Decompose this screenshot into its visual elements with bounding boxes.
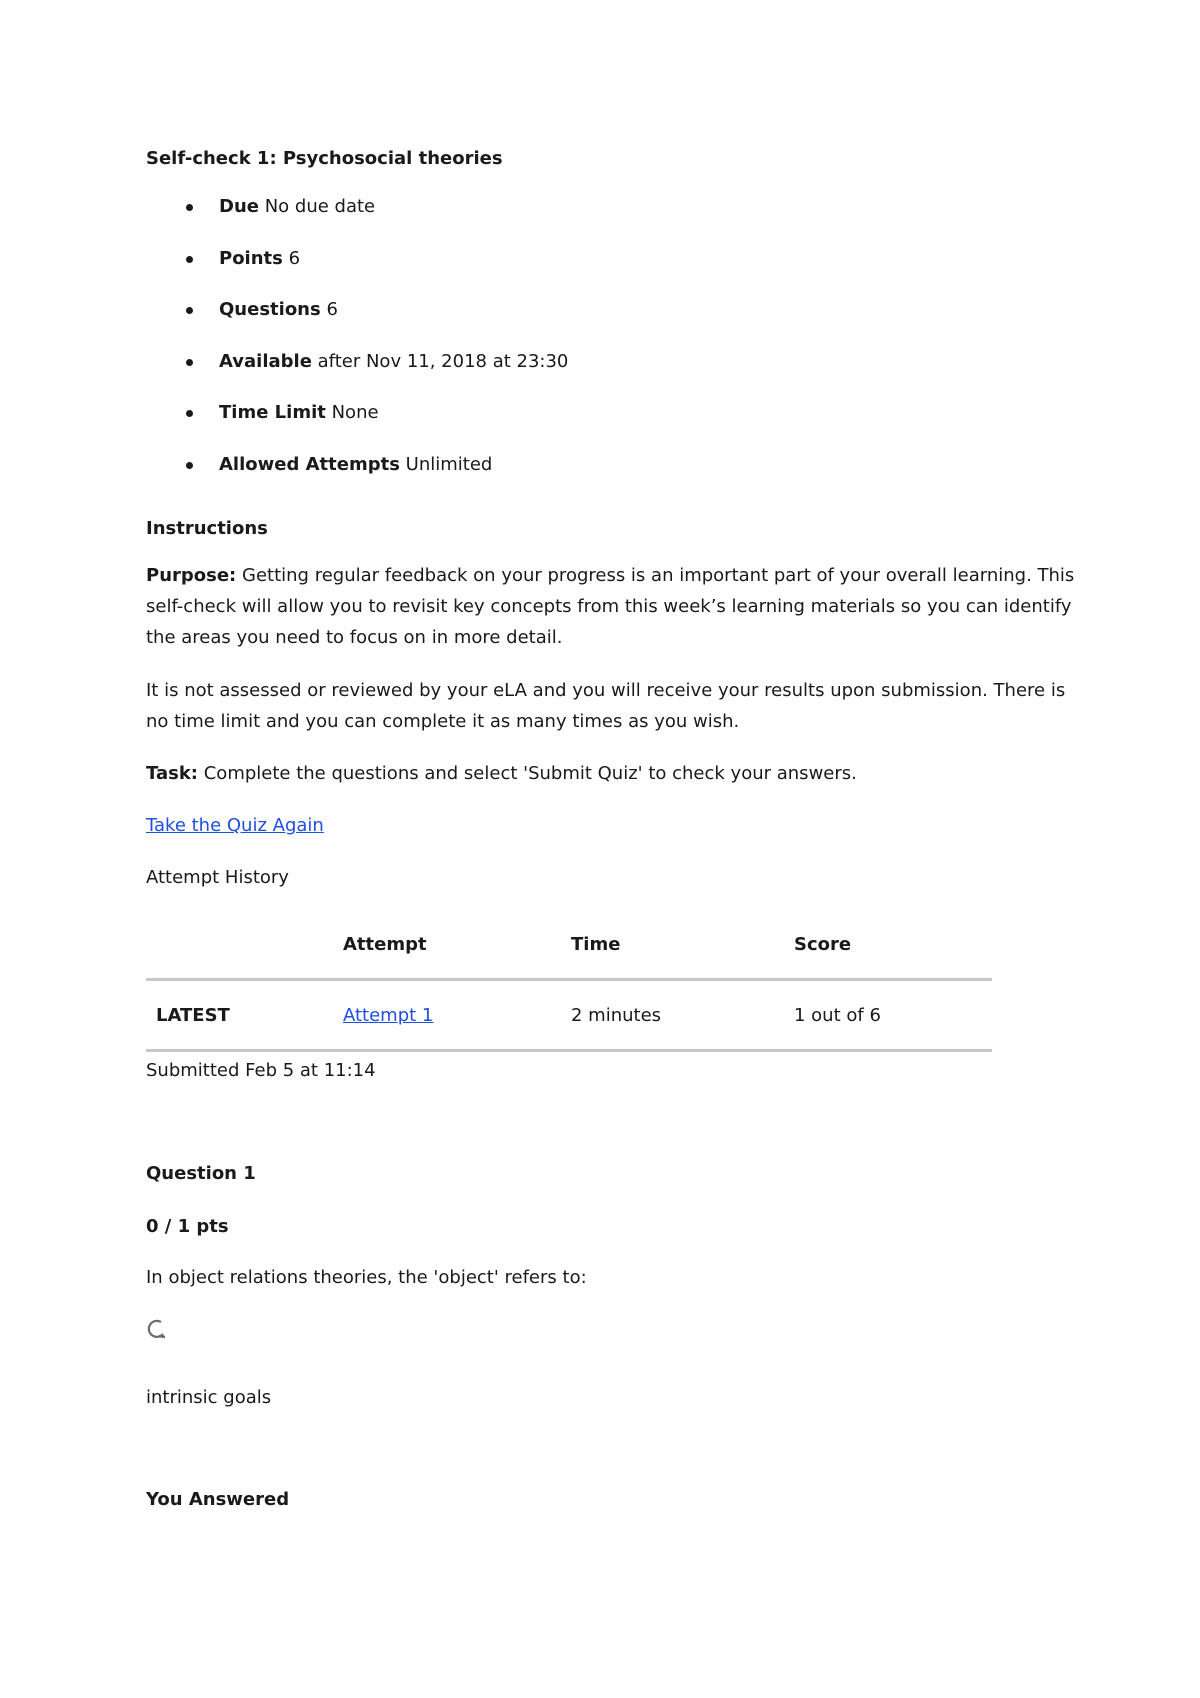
submitted-timestamp: Submitted Feb 5 at 11:14: [146, 1060, 376, 1081]
purpose-paragraph: [146, 560, 1076, 653]
take-quiz-again-link[interactable]: Take the Quiz Again: [146, 815, 324, 836]
task-text: Complete the questions and select 'Submit Quiz' to check your answers.: [203, 763, 857, 784]
answer-status-label: You Answered: [146, 1489, 290, 1510]
detail-label: Questions: [219, 299, 321, 321]
bullet-icon: [186, 307, 193, 314]
task-label: Task:: [146, 763, 198, 784]
retake-link-wrap: [146, 810, 1076, 841]
attempt-history-heading: Attempt History: [146, 867, 289, 888]
detail-label: Allowed Attempts: [219, 453, 400, 475]
purpose-text: Getting regular feedback on your progress is an important part of your overall learning. This self-check will allow you to revisit key concepts from this week’s learning materials so you can identify the areas you need to focus on in more detail.: [146, 565, 1075, 648]
detail-value: 6: [326, 299, 338, 321]
bullet-icon: [186, 462, 193, 469]
detail-points: [146, 248, 568, 300]
column-header-attempt: Attempt: [343, 910, 571, 980]
detail-label: Time Limit: [219, 402, 326, 424]
detail-label: Available: [219, 350, 312, 372]
score-cell: 1 out of 6: [794, 980, 992, 1051]
detail-available: [146, 351, 568, 403]
attempt-1-link[interactable]: Attempt 1: [343, 1004, 434, 1026]
time-cell: 2 minutes: [571, 980, 794, 1051]
quiz-title: Self-check 1: Psychosocial theories: [146, 148, 503, 169]
assessment-paragraph: It is not assessed or reviewed by your eLA and you will receive your results upon submission. There is no time limit and you can complete it as many times as you wish.: [146, 680, 1066, 732]
detail-value: 6: [288, 247, 301, 269]
question-prompt: In object relations theories, the 'object' refers to:: [146, 1267, 587, 1288]
detail-allowed-attempts: [146, 454, 568, 506]
detail-due: [146, 196, 568, 248]
task-paragraph: [146, 758, 1076, 789]
question-title: Question 1: [146, 1163, 256, 1184]
attempt-cell: [343, 980, 571, 1051]
detail-questions: [146, 299, 568, 351]
bullet-icon: [186, 359, 193, 366]
bullet-icon: [186, 410, 193, 417]
question-points: 0 / 1 pts: [146, 1216, 229, 1237]
detail-value: Unlimited: [405, 453, 493, 475]
column-header-blank: [146, 910, 343, 980]
detail-label: Due: [219, 196, 259, 217]
detail-value: No due date: [264, 196, 376, 217]
bullet-icon: [186, 256, 193, 263]
detail-value: after Nov 11, 2018 at 23:30: [317, 350, 569, 372]
table-header-row: [146, 910, 992, 980]
answer-option-text: intrinsic goals: [146, 1387, 272, 1408]
quiz-details-list: [146, 196, 568, 506]
bullet-icon: [186, 204, 193, 211]
instructions-heading: Instructions: [146, 518, 268, 539]
purpose-label: Purpose:: [146, 565, 237, 586]
attempt-history-table: [146, 910, 992, 1052]
radio-icon: [146, 1318, 168, 1342]
column-header-time: Time: [571, 910, 794, 980]
detail-time-limit: [146, 402, 568, 454]
column-header-score: Score: [794, 910, 992, 980]
detail-label: Points: [219, 247, 283, 269]
detail-value: None: [331, 402, 379, 424]
table-row: [146, 980, 992, 1051]
latest-label: LATEST: [146, 980, 343, 1051]
